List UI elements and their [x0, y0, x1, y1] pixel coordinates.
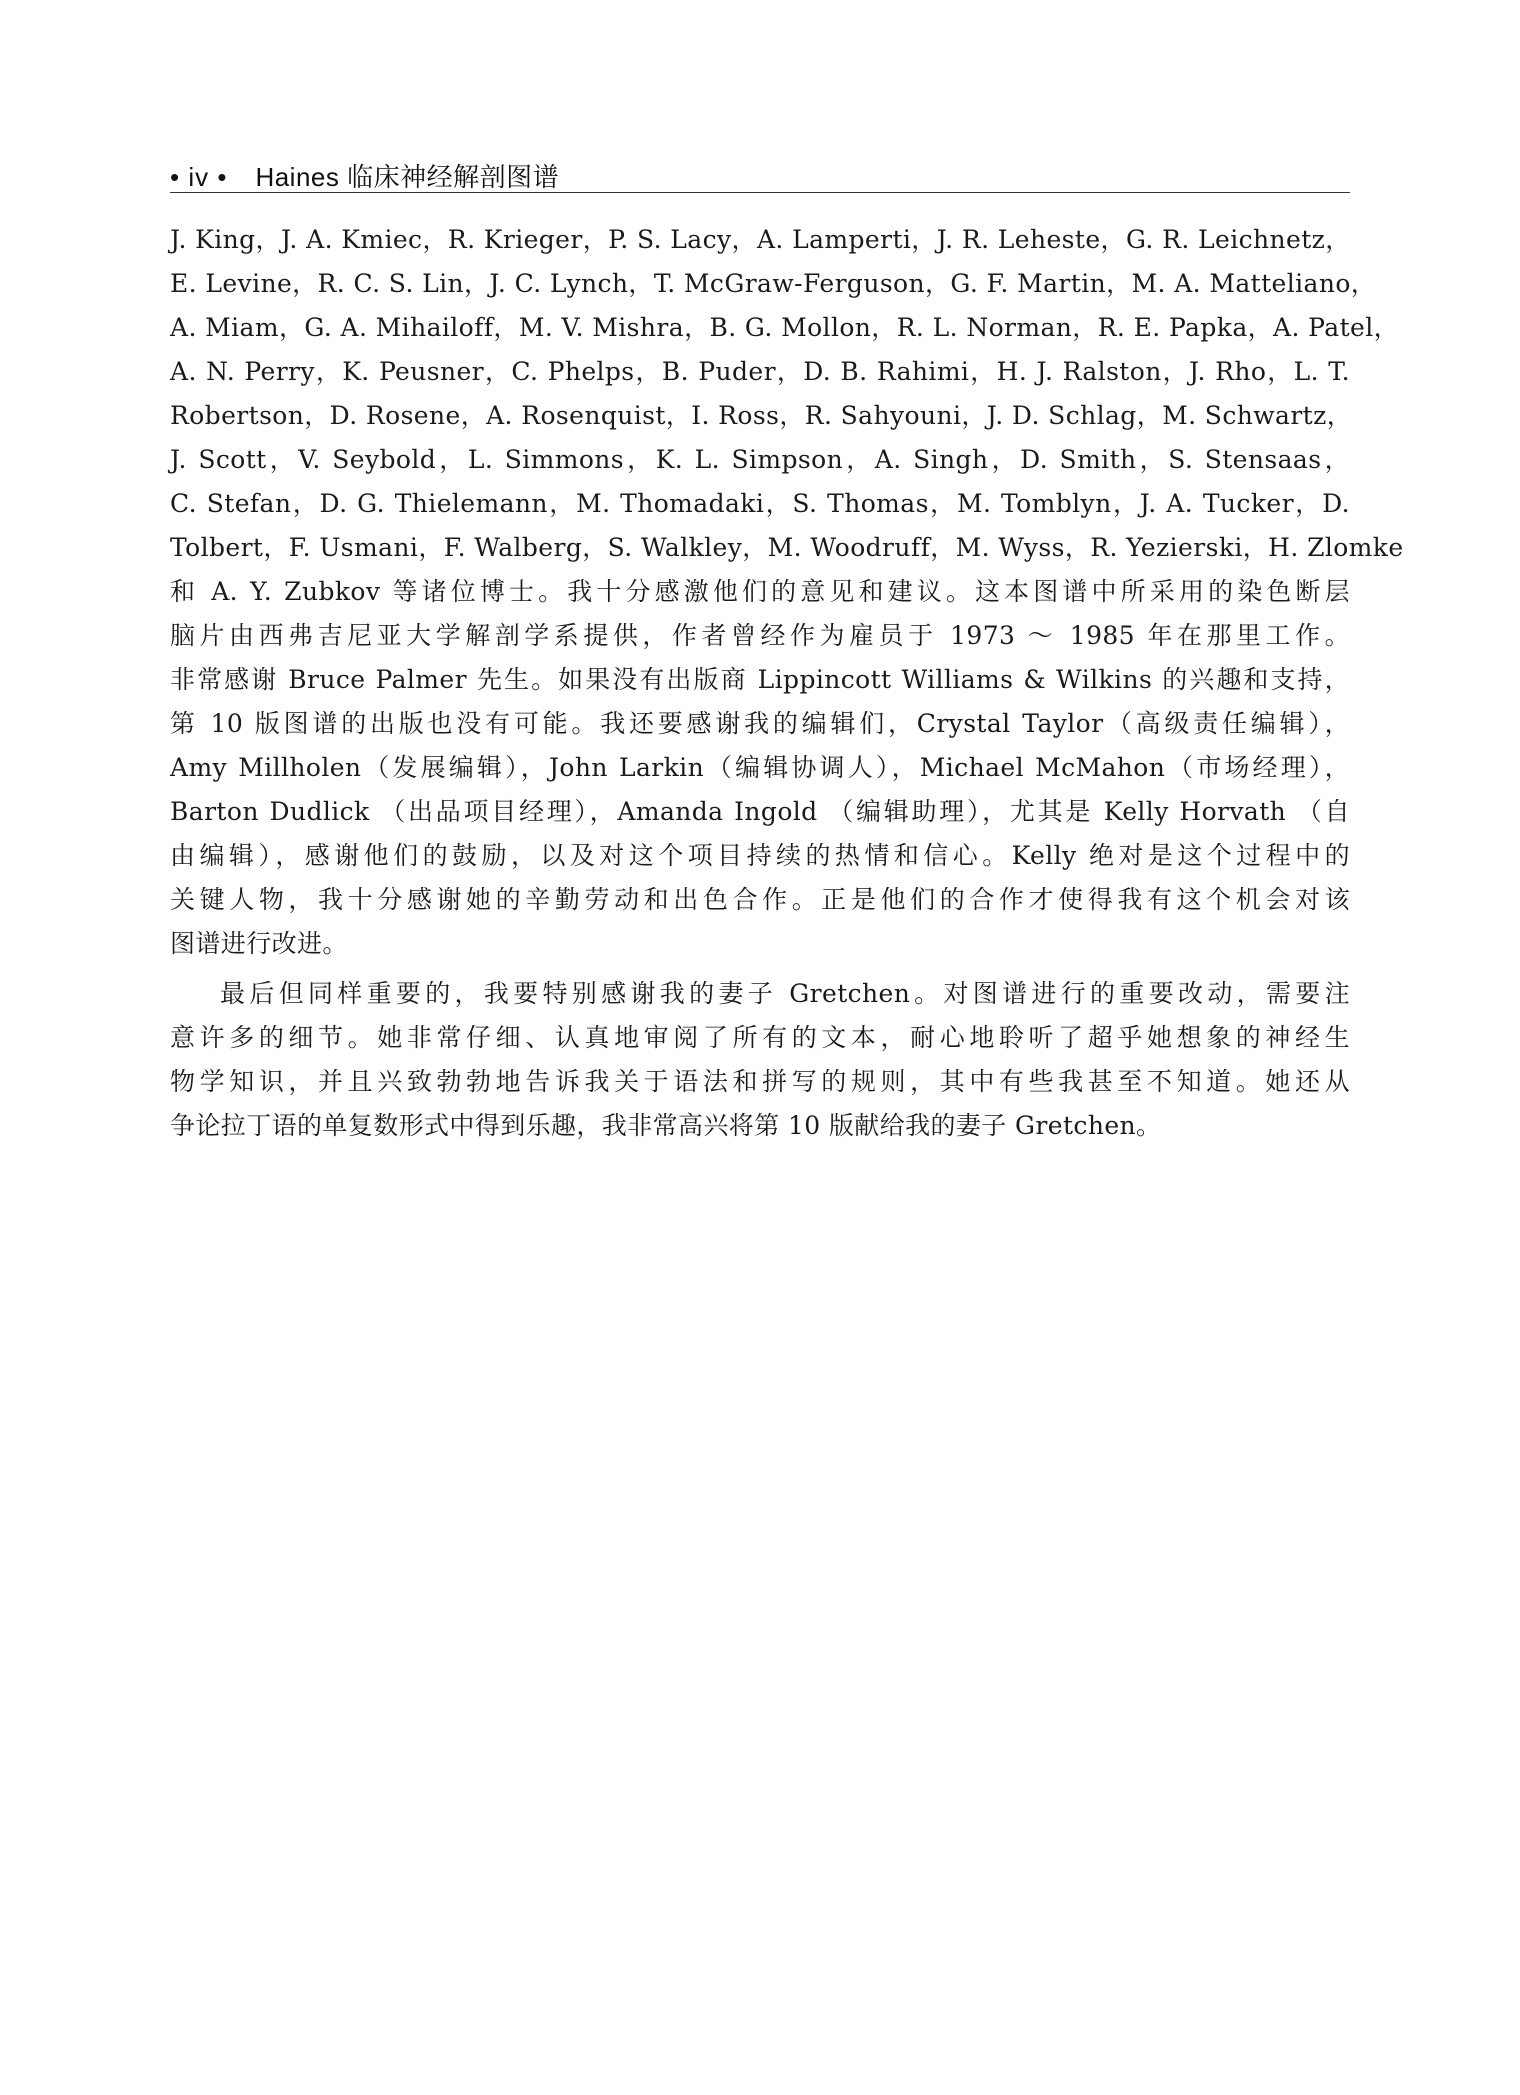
text-line: 物学知识，并且兴致勃勃地告诉我关于语法和拼写的规则，其中有些我甚至不知道。她还从 — [170, 1067, 1350, 1096]
text-line: 争论拉丁语的单复数形式中得到乐趣，我非常高兴将第 10 版献给我的妻子 Gretchen。 — [170, 1111, 1162, 1140]
body-text — [170, 218, 1404, 1148]
text-line: A. N. Perry，K. Peusner，C. Phelps，B. Puder，D. B. Rahimi，H. J. Ralston，J. Rho，L. T. — [170, 357, 1350, 386]
text-line: 图谱进行改进。 — [170, 929, 348, 958]
text-line: 脑片由西弗吉尼亚大学解剖学系提供，作者曾经作为雇员于 1973 ～ 1985 年在那里工作。 — [170, 621, 1350, 650]
text-line: 由编辑），感谢他们的鼓励，以及对这个项目持续的热情和信心。Kelly 绝对是这个过程中的 — [170, 841, 1350, 870]
text-line: C. Stefan，D. G. Thielemann，M. Thomadaki，S. Thomas，M. Tomblyn，J. A. Tucker，D. — [170, 489, 1350, 518]
acknowledgement-paragraph-2 — [170, 972, 1350, 1148]
text-line: 和 A. Y. Zubkov 等诸位博士。我十分感激他们的意见和建议。这本图谱中所采用的染色断层 — [170, 577, 1350, 606]
text-line: Amy Millholen（发展编辑），John Larkin（编辑协调人），Michael McMahon（市场经理）， — [170, 753, 1350, 782]
header-rule — [170, 192, 1350, 193]
running-head — [170, 150, 1350, 192]
text-line: J. Scott，V. Seybold，L. Simmons，K. L. Simpson，A. Singh，D. Smith，S. Stensaas， — [170, 445, 1350, 474]
text-line: 最后但同样重要的，我要特别感谢我的妻子 Gretchen。对图谱进行的重要改动，需要注 — [220, 979, 1350, 1008]
page-number: • iv • — [170, 162, 228, 192]
text-line: E. Levine，R. C. S. Lin，J. C. Lynch，T. McGraw-Ferguson，G. F. Martin，M. A. Matteliano， — [170, 269, 1377, 298]
book-title: Haines 临床神经解剖图谱 — [255, 162, 560, 192]
text-line: 意许多的细节。她非常仔细、认真地审阅了所有的文本，耐心地聆听了超乎她想象的神经生 — [170, 1023, 1350, 1052]
text-line: A. Miam，G. A. Mihailoff，M. V. Mishra，B. G. Mollon，R. L. Norman，R. E. Papka，A. Patel， — [170, 313, 1400, 342]
text-line: J. King，J. A. Kmiec，R. Krieger，P. S. Lacy，A. Lamperti，J. R. Leheste，G. R. Leichnetz， — [170, 225, 1351, 254]
text-line: Robertson，D. Rosene，A. Rosenquist，I. Ross，R. Sahyouni，J. D. Schlag，M. Schwartz， — [170, 401, 1353, 430]
text-line: 关键人物，我十分感谢她的辛勤劳动和出色合作。正是他们的合作才使得我有这个机会对该 — [170, 885, 1350, 914]
text-line: Tolbert，F. Usmani，F. Walberg，S. Walkley，M. Woodruff，M. Wyss，R. Yezierski，H. Zlomke — [170, 533, 1404, 562]
text-line: Barton Dudlick （出品项目经理），Amanda Ingold （编辑助理），尤其是 Kelly Horvath （自 — [170, 797, 1350, 826]
text-line: 非常感谢 Bruce Palmer 先生。如果没有出版商 Lippincott Williams & Wilkins 的兴趣和支持， — [170, 665, 1350, 694]
text-line: 第 10 版图谱的出版也没有可能。我还要感谢我的编辑们，Crystal Taylor（高级责任编辑）， — [170, 709, 1350, 738]
acknowledgement-paragraph-1 — [170, 218, 1404, 966]
